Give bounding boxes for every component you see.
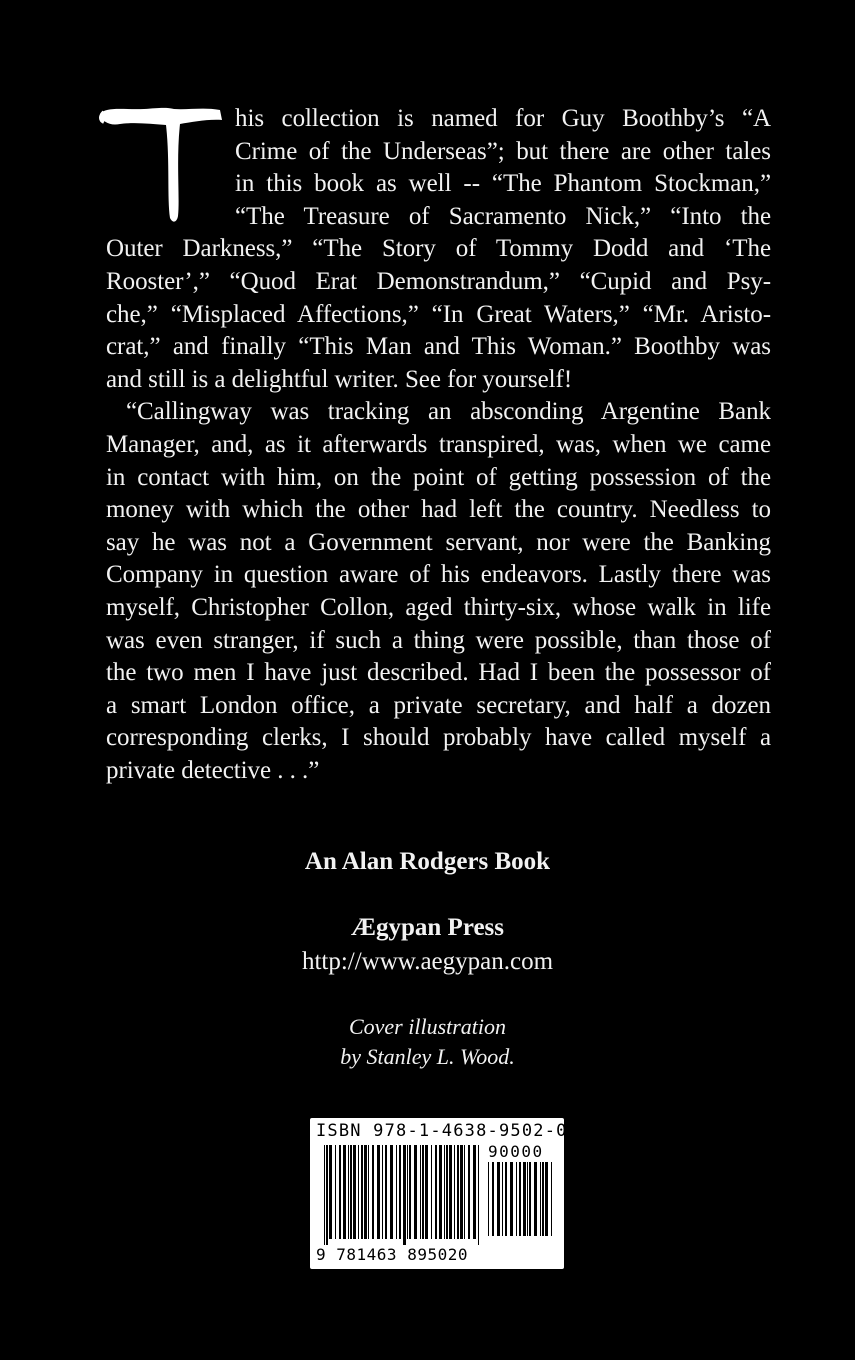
excerpt-line: Manager, and, as it afterwards transpired, was, when we came <box>106 430 771 458</box>
barcode-bar <box>460 1145 463 1239</box>
barcode-bar <box>390 1145 393 1239</box>
barcode-bar <box>542 1162 544 1236</box>
barcode-bar <box>409 1145 411 1239</box>
excerpt-line: “Callingway was tracking an absconding Argentine Bank <box>126 398 771 426</box>
barcode-bar <box>545 1162 548 1236</box>
barcode-bar <box>454 1145 455 1239</box>
barcode-bar <box>382 1145 383 1239</box>
blurb-line: crat,” and finally “This Man and This Woman.” Boothby was <box>106 333 771 361</box>
barcode-bar <box>492 1162 494 1236</box>
barcode-bar <box>339 1145 341 1239</box>
blurb-line: Crime of the Underseas”; but there are other tales <box>235 137 771 165</box>
barcode-bar <box>449 1145 452 1239</box>
excerpt-line: in contact with him, on the point of getting possession of the <box>106 463 771 491</box>
blurb-line: and still is a delightful writer. See for yourself! <box>106 365 573 393</box>
barcode-bar <box>364 1145 367 1239</box>
barcode-bar <box>326 1145 328 1245</box>
barcode-bar <box>377 1145 380 1239</box>
barcode-bar <box>422 1145 424 1239</box>
barcode-bar <box>540 1162 541 1236</box>
barcode-bar <box>468 1145 470 1239</box>
excerpt-line: private detective . . .” <box>106 756 320 784</box>
excerpt-line: a smart London office, a private secretary, and half a dozen <box>106 691 771 719</box>
blurb-line: “The Treasure of Sacramento Nick,” “Into the <box>235 202 771 230</box>
barcode-bar <box>368 1145 369 1239</box>
cover-credit-line: Cover illustration <box>348 1014 507 1039</box>
isbn-label: ISBN 978-1-4638-9502-0 <box>316 1121 568 1141</box>
barcode-bar <box>372 1145 374 1239</box>
barcode-bar <box>358 1145 359 1239</box>
barcode-bar <box>457 1145 459 1239</box>
barcode-bar <box>444 1145 445 1239</box>
ean-bars <box>324 1145 482 1245</box>
barcode-bar <box>435 1145 437 1239</box>
blurb-line: che,” “Misplaced Affections,” “In Great Waters,” “Mr. Aristo- <box>106 300 771 328</box>
excerpt-line: say he was not a Government servant, nor were the Banking <box>106 528 771 556</box>
excerpt-line: corresponding clerks, I should probably have called myself a <box>106 724 771 752</box>
barcode-bar <box>420 1145 421 1239</box>
barcode-bar <box>505 1162 507 1236</box>
series-line: An Alan Rodgers Book <box>304 848 551 875</box>
barcode-bar <box>534 1162 537 1236</box>
barcode-bar <box>464 1145 465 1239</box>
publisher-url: http://www.aegypan.com <box>301 948 554 975</box>
blurb-line: Outer Darkness,” “The Story of Tommy Dodd and ‘The <box>106 235 771 263</box>
isbn-barcode <box>310 1118 568 1269</box>
barcode-bar <box>510 1162 513 1236</box>
barcode-bar <box>329 1145 332 1239</box>
barcode-bar <box>399 1145 401 1239</box>
blurb-line: in this book as well -- “The Phantom Stockman,” <box>235 170 771 198</box>
blurb-text <box>106 103 771 787</box>
barcode-bar <box>324 1145 325 1245</box>
excerpt-line: myself, Christopher Collon, aged thirty-six, whose walk in life <box>106 593 771 621</box>
barcode-bar <box>361 1145 363 1239</box>
barcode-bar <box>529 1162 531 1236</box>
barcode-bar <box>502 1162 503 1236</box>
barcode-bar <box>335 1145 336 1239</box>
barcode-bar <box>431 1145 432 1239</box>
excerpt-line: Company in question aware of his endeavors. Lastly there was <box>106 561 771 589</box>
addon-bars <box>488 1162 556 1242</box>
barcode-bar <box>396 1145 397 1239</box>
barcode-bar <box>551 1162 552 1236</box>
barcode-bar <box>385 1145 387 1239</box>
barcode-bar <box>488 1162 489 1236</box>
barcode-bar <box>473 1145 476 1239</box>
barcode-bar <box>407 1145 408 1239</box>
barcode-bar <box>523 1162 526 1236</box>
excerpt-line: was even stranger, if such a thing were possible, than those of <box>106 626 771 654</box>
excerpt-line: money with which the other had left the country. Needless to <box>106 496 771 524</box>
publisher-name: Ægypan Press <box>350 914 505 941</box>
barcode-bar <box>348 1145 349 1239</box>
barcode-bar <box>414 1145 417 1239</box>
barcode-bar <box>516 1162 517 1236</box>
barcode-bar <box>497 1162 500 1236</box>
excerpt-line: the two men I have just described. Had I been the possessor of <box>106 659 771 687</box>
barcode-bar <box>446 1145 448 1239</box>
blurb-line: his collection is named for Guy Boothby’s “A <box>235 105 771 132</box>
barcode-bar <box>350 1145 352 1239</box>
blurb-line: Rooster’,” “Quod Erat Demonstrandum,” “Cupid and Psy- <box>106 267 771 295</box>
barcode-bar <box>527 1162 528 1236</box>
barcode-bar <box>519 1162 521 1236</box>
ean-digits: 9 781463 895020 <box>316 1245 468 1264</box>
barcode-bar <box>439 1145 442 1239</box>
barcode-bar <box>478 1145 479 1245</box>
barcode-bar <box>353 1145 356 1239</box>
cover-credit-line: by Stanley L. Wood. <box>340 1044 515 1069</box>
barcode-bar <box>425 1145 428 1239</box>
price-code: 90000 <box>488 1142 544 1161</box>
barcode-bar <box>403 1145 406 1245</box>
barcode-bar <box>343 1145 346 1239</box>
